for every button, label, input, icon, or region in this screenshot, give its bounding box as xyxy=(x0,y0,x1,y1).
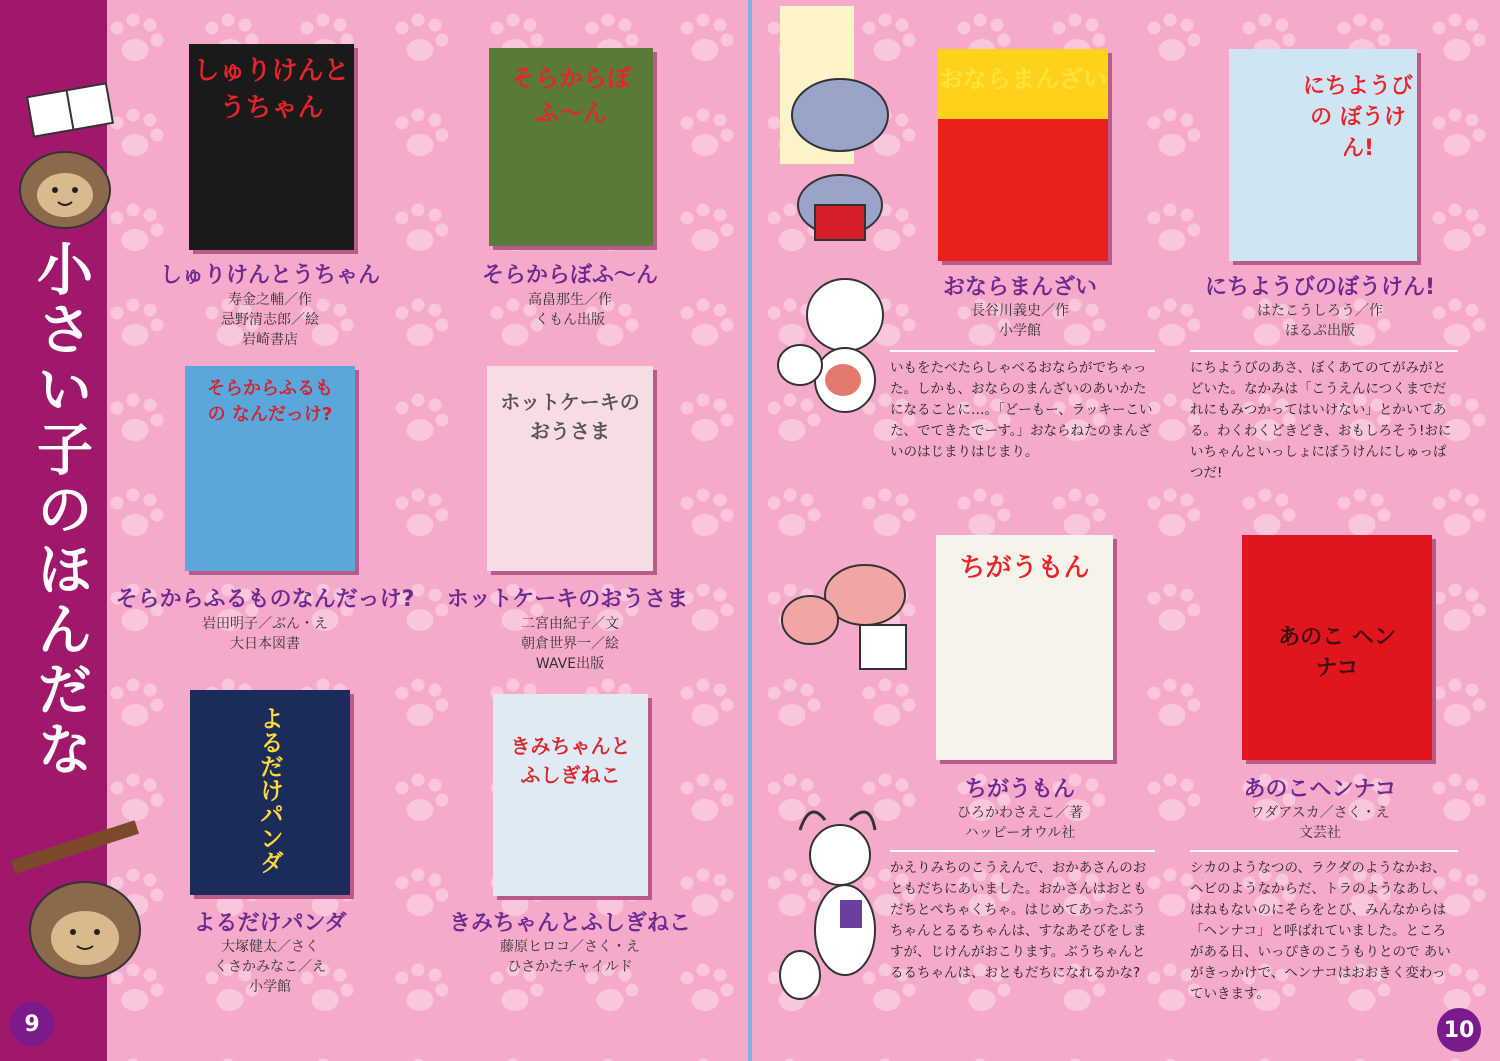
book-title: あのこヘンナコ xyxy=(1243,777,1397,802)
cover-title: そらからぼふ〜ん xyxy=(511,64,631,127)
book-cover[interactable] xyxy=(489,48,653,246)
cow-icon xyxy=(765,270,895,430)
illustrator: 朝倉世界一／絵 xyxy=(521,636,619,652)
left-page xyxy=(0,0,748,1061)
book-cover[interactable] xyxy=(938,49,1108,261)
book-title: ホットケーキのおうさま xyxy=(446,587,689,612)
page-number-right: 10 xyxy=(1437,1008,1481,1052)
author: 寿金之輔／作 xyxy=(228,292,312,308)
book-title: そらからふるものなんだっけ? xyxy=(115,587,415,612)
book-title: おならまんざい xyxy=(942,275,1097,300)
book-credits xyxy=(470,290,670,330)
hippo-icon xyxy=(775,55,905,245)
cover-title: よるだけパンダ xyxy=(255,706,284,874)
cover-title: あのこ ヘンナコ xyxy=(1278,625,1396,681)
author: 大塚健太／さく xyxy=(221,939,319,955)
book-cover[interactable] xyxy=(189,44,354,250)
publisher: 小学館 xyxy=(249,979,291,995)
author: はたこうしろう／作 xyxy=(1257,303,1383,319)
goat-icon xyxy=(770,800,910,1010)
publisher: ほるぷ出版 xyxy=(1285,323,1355,339)
book-title: ちがうもん xyxy=(964,777,1075,802)
book-credits xyxy=(170,290,370,350)
book-credits xyxy=(165,614,365,654)
publisher: ひさかたチャイルド xyxy=(507,959,633,975)
publisher: WAVE出版 xyxy=(535,656,605,672)
publisher: 大日本図書 xyxy=(230,636,300,652)
book-description: にちようびのあさ、ぼくあてのてがみがとどいた。なかみは「こうえんにつくまでだれにもみつかってはいけない」とかいてある。わくわくどきどき、おもしろそう!おにいちゃんといっしょにぼうけんにしゅっぱつだ! xyxy=(1190,350,1458,484)
cover-title: おならまんざい xyxy=(939,65,1107,93)
book-title: にちようびのぼうけん! xyxy=(1204,275,1436,300)
book-title: しゅりけんとうちゃん xyxy=(159,263,380,288)
book-credits xyxy=(1220,301,1420,341)
cover-title: きみちゃんと ふしぎねこ xyxy=(510,734,631,787)
author: 藤原ヒロコ／さく・え xyxy=(500,939,640,955)
book-cover[interactable] xyxy=(493,694,648,896)
book-description: シカのようなつの、ラクダのようなかお、ヘビのようなからだ、トラのようなあし、はねもないのにそらをとび、みんなからは「ヘンナコ」と呼ばれていました。ところがある日、いっぴきのこうもりとので あいがきっかけで、ヘンナコはおおきく変わっていきます。 xyxy=(1190,850,1458,1005)
book-cover[interactable] xyxy=(1229,49,1417,261)
author: 岩田明子／ぶん・え xyxy=(202,616,328,632)
book-cover[interactable] xyxy=(936,535,1113,760)
cover-background xyxy=(493,694,648,896)
book-credits xyxy=(920,803,1120,843)
illustrator: くさかみなこ／え xyxy=(214,959,326,975)
book-credits xyxy=(470,614,670,674)
page-number-left: 9 xyxy=(10,1002,54,1046)
publisher: 岩崎書店 xyxy=(242,332,298,348)
book-cover[interactable] xyxy=(487,366,653,571)
cover-title: ちがうもん xyxy=(959,553,1090,583)
illustrator: 忌野清志郎／絵 xyxy=(221,312,319,328)
publisher: 文芸社 xyxy=(1299,825,1341,841)
book-credits xyxy=(1220,803,1420,843)
author: ワダアスカ／さく・え xyxy=(1250,805,1390,821)
sloth-reading-icon xyxy=(10,80,130,230)
cover-title: ホットケーキのおうさま xyxy=(500,390,640,443)
book-credits xyxy=(920,301,1120,341)
cover-title: しゅりけんとうちゃん xyxy=(193,56,350,123)
book-description: いもをたべたらしゃべるおならがでちゃった。しかも、おならのまんざいのあいかたになることに…。「どーもー、ラッキーこいた、でてきたでーす。」おならねたのまんざいのはじまりはじまり。 xyxy=(890,350,1155,463)
author: 高畠那生／作 xyxy=(528,292,612,308)
section-title: 小さい子のほんだな xyxy=(28,240,93,780)
book-cover[interactable] xyxy=(190,690,350,895)
publisher: ハッピーオウル社 xyxy=(964,825,1076,841)
pig-family-icon xyxy=(770,545,920,685)
book-title: そらからぼふ〜ん xyxy=(481,263,658,288)
book-title: きみちゃんとふしぎねこ xyxy=(448,911,691,936)
author: 二宮由紀子／文 xyxy=(521,616,619,632)
book-credits xyxy=(170,937,370,997)
publisher: くもん出版 xyxy=(535,312,605,328)
author: ひろかわさえこ／著 xyxy=(957,805,1083,821)
book-description: かえりみちのこうえんで、おかあさんのおともだちにあいました。おかさんはおともだちとぺちゃくちゃ。はじめてあったぶうちゃんとるるちゃんは、すなあそびをしますが、じけんがおこります。ぶうちゃんとるるちゃんは、おともだちになれるかな? xyxy=(890,850,1155,984)
book-cover[interactable] xyxy=(1242,535,1432,760)
sloth-hanging-icon xyxy=(0,820,150,990)
author: 長谷川義史／作 xyxy=(971,303,1069,319)
publisher: 小学館 xyxy=(999,323,1041,339)
cover-title: にちようびの ぼうけん! xyxy=(1303,74,1414,161)
book-credits xyxy=(470,937,670,977)
book-cover[interactable] xyxy=(185,366,355,571)
book-title: よるだけパンダ xyxy=(193,911,347,936)
cover-title: そらからふるもの なんだっけ? xyxy=(207,378,333,425)
